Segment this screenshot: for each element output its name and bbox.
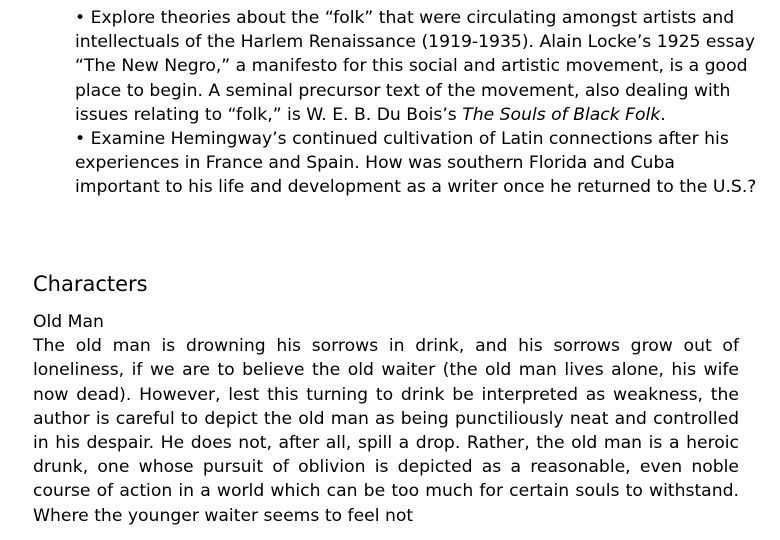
bullet-marker: • [75,129,86,150]
bullet-marker: • [75,8,86,28]
character-entry [33,310,739,528]
character-name: Old Man [33,312,104,332]
character-description: The old man is drowning his sorrows in drink, and his sorrows grow out of loneliness, if we are to believe the old waiter (the old man lives alone, his wife now dead). However, lest this turning to drink be interpreted as weakness, the author is careful to depict the old man as being punctiliously neat and controlled in his despair. He does not, after all, spill a drop. Rather, the old man is a heroic drunk, one whose pursuit of oblivion is depicted as a reasonable, even noble course of action in a world which can be too much for certain souls to withstand. Where the younger waiter seems to feel not [33,336,739,526]
bullet-list [75,6,765,200]
bullet-tail: . [660,104,666,125]
book-title: The Souls of Black Folk [462,104,661,125]
bullet-item-folk [75,6,765,127]
bullet-text: Examine Hemingway’s continued cultivation of Latin connections after his experiences in France and Spain. How was southern Florida and Cuba important to his life and development as a writer once he returned to the U.S.? [75,129,757,198]
bullet-text: Explore theories about the “folk” that were circulating amongst artists and intellectuals of the Harlem Renaissance (1919-1935). Alain Locke’s 1925 essay “The New Negro,” a manifesto for this social and artistic movement, is a good place to begin. A seminal precursor text of the movement, also dealing with issues relating to “folk,” is W. E. B. Du Bois’s [75,8,756,125]
section-heading: Characters [33,272,148,296]
bullet-item-hemingway [75,127,765,200]
